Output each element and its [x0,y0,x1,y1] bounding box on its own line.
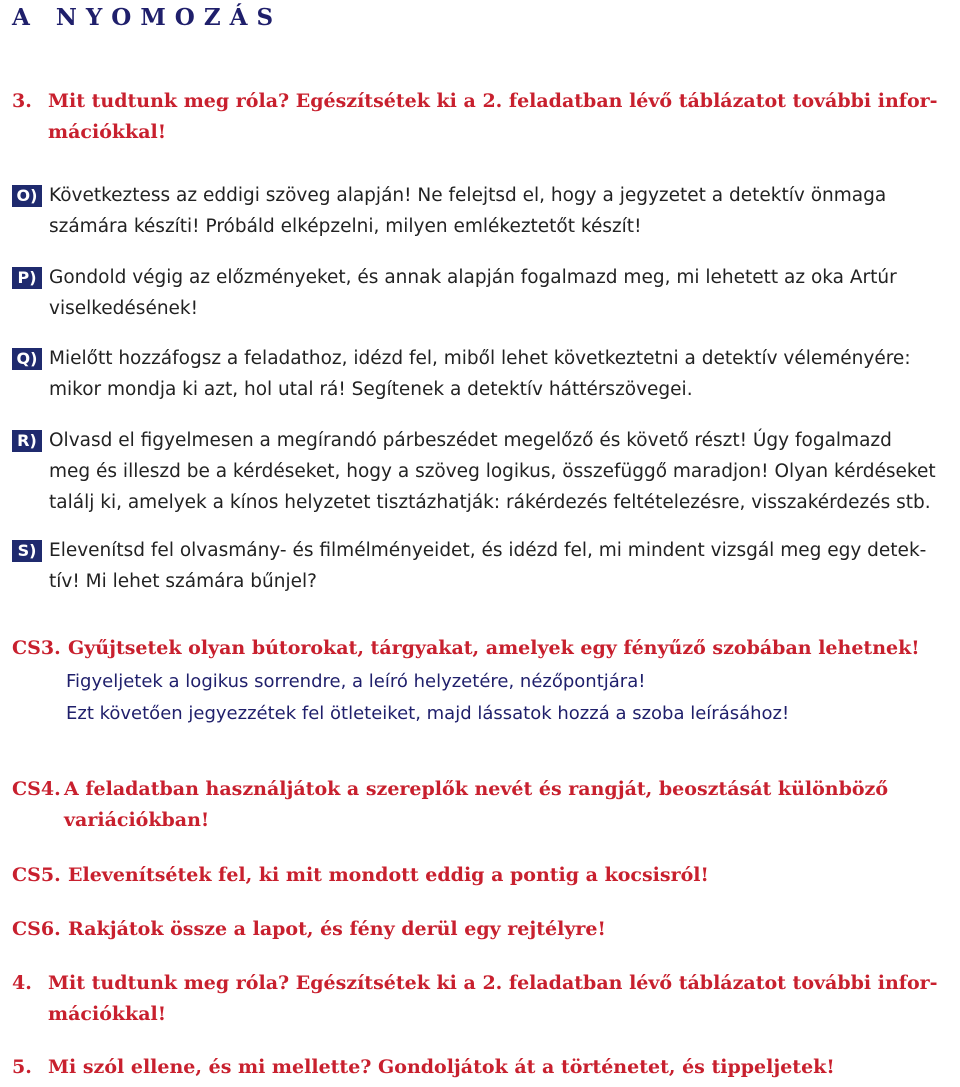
task-cs3-hint: Figyeljetek a logikus sorrendre, a leíró helyzetére, nézőpontjára! [66,671,646,692]
subtask-text-line: viselkedésének! [49,298,199,319]
subtask-badge: S) [12,540,42,562]
subtask-badge: R) [12,430,42,452]
subtask-text-line: Következtess az eddigi szöveg alapján! Ne felejtsd el, hogy a jegyzetet a detektív önmaga [49,185,887,206]
page-title: A NYOMOZÁS [12,4,283,31]
subtask-text-line: Olvasd el figyelmesen a megírandó párbeszédet megelőző és követő részt! Úgy fogalmazd [49,430,892,451]
subtask-p [12,262,956,324]
task-5 [12,1052,956,1083]
task-text-line: Mit tudtunk meg róla? Egészítsétek ki a 2. feladatban lévő táblázatot további infor- [48,90,938,112]
task-number: CS3. [12,637,61,659]
task-text-line: Mit tudtunk meg róla? Egészítsétek ki a 2. feladatban lévő táblázatot további infor- [48,972,938,994]
subtask-q [12,343,956,405]
subtask-text-line: mikor mondja ki azt, hol utal rá! Segítenek a detektív háttérszövegei. [49,379,693,400]
task-cs6 [12,914,956,945]
task-3 [12,86,956,148]
task-number: CS4. [12,778,61,800]
subtask-text-line: találj ki, amelyek a kínos helyzetet tisztázhatják: rákérdezés feltételezésre, visszakérdezés stb. [49,492,931,513]
task-text-line: Gyűjtsetek olyan bútorokat, tárgyakat, amelyek egy fényűző szobában lehetnek! [68,637,920,659]
subtask-text-line: tív! Mi lehet számára bűnjel? [49,571,317,592]
task-cs3 [12,633,956,664]
task-cs3-hint: Ezt követően jegyezzétek fel ötleteiket, majd lássatok hozzá a szoba leírásához! [66,703,790,724]
task-cs5 [12,860,956,891]
task-cs4 [12,774,956,836]
subtask-badge: O) [12,185,42,207]
task-text-line: Elevenítsétek fel, ki mit mondott eddig a pontig a kocsisról! [68,864,709,886]
task-number: CS5. [12,864,61,886]
subtask-text-line: Mielőtt hozzáfogsz a feladathoz, idézd fel, miből lehet következtetni a detektív véleményére: [49,348,911,369]
task-text-line: Mi szól ellene, és mi mellette? Gondoljátok át a történetet, és tippeljetek! [48,1056,835,1078]
subtask-text-line: Gondold végig az előzményeket, és annak alapján fogalmazd meg, mi lehetett az oka Artúr [49,267,897,288]
task-text-line: A feladatban használjátok a szereplők nevét és rangját, beosztását különböző [64,778,889,800]
task-text-line: mációkkal! [48,121,167,143]
subtask-badge: Q) [12,348,42,370]
task-text-line: Rakjátok össze a lapot, és fény derül egy rejtélyre! [68,918,606,940]
subtask-o [12,180,956,242]
subtask-text-line: számára készíti! Próbáld elképzelni, milyen emlékeztetőt készít! [49,216,642,237]
task-text-line: variációkban! [64,809,210,831]
task-4 [12,968,956,1030]
subtask-r [12,425,956,518]
subtask-text-line: meg és illeszd be a kérdéseket, hogy a szöveg logikus, összefüggő maradjon! Olyan kérdéseket [49,461,936,482]
task-number: 5. [12,1056,32,1078]
task-number: 3. [12,90,32,112]
task-number: 4. [12,972,32,994]
task-text-line: mációkkal! [48,1003,167,1025]
subtask-badge: P) [12,267,42,289]
subtask-s [12,535,956,597]
task-number: CS6. [12,918,61,940]
subtask-text-line: Elevenítsd fel olvasmány- és filmélményeidet, és idézd fel, mi mindent vizsgál meg egy detek- [49,540,927,561]
